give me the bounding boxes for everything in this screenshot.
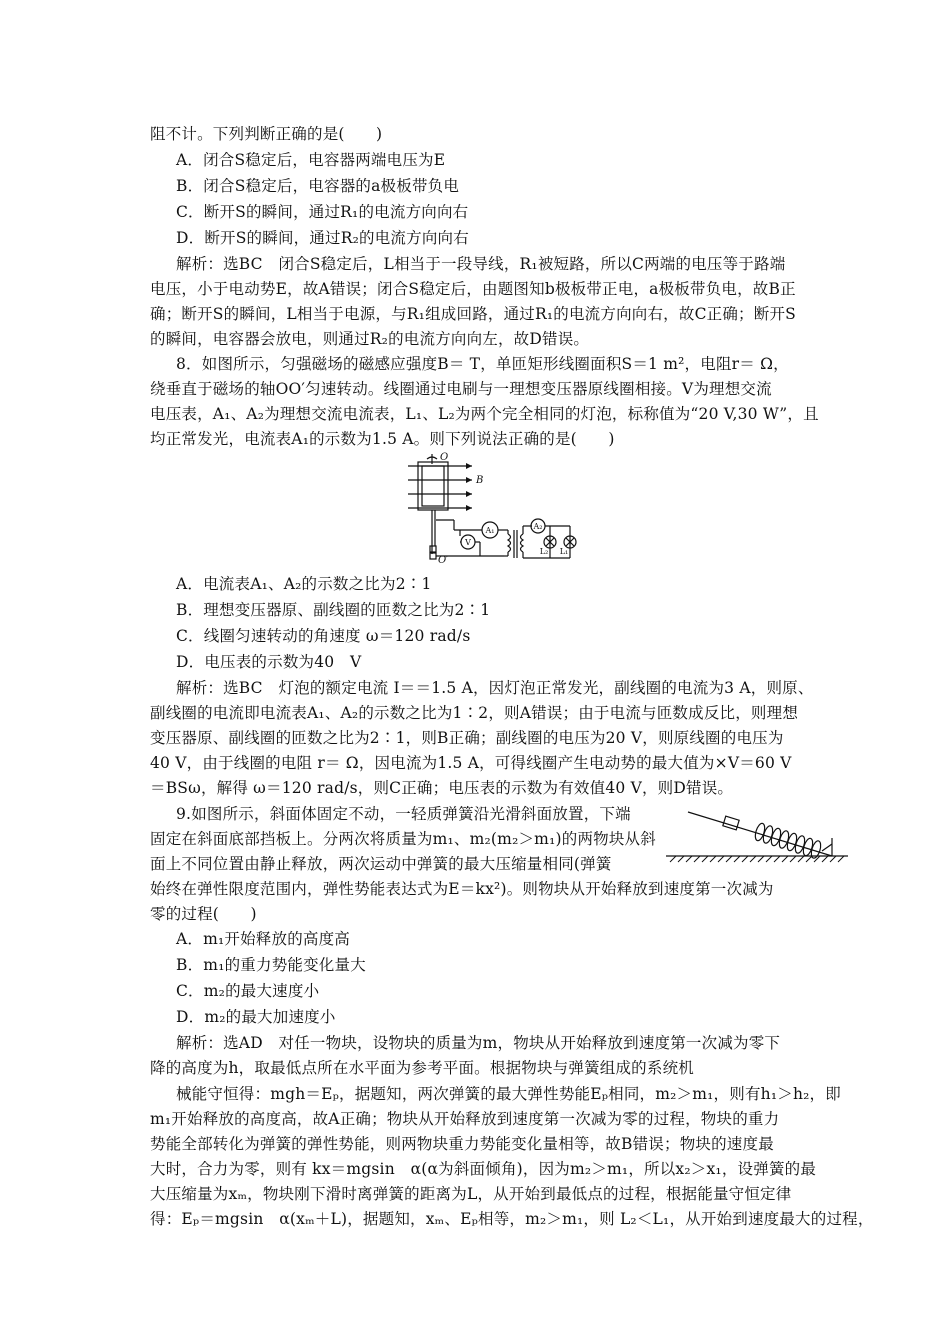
text-line: A．m₁开始释放的高度高 xyxy=(176,930,351,948)
label-o: O xyxy=(440,452,449,463)
text-line: 大压缩量为xₘ，物块刚下滑时离弹簧的距离为L，从开始到最低点的过程，根据能量守恒定律 xyxy=(150,1185,792,1203)
text-line: 得：Eₚ＝mgsin α(xₘ＋L)，据题知，xₘ、Eₚ相等，m₂＞m₁，则 L₂＜L₁，从开始到速度最大的过程， xyxy=(150,1210,874,1228)
text-line: C．线圈匀速转动的角速度 ω＝120 rad/s xyxy=(176,627,471,645)
text-line: 零的过程( ) xyxy=(150,905,257,923)
text-line: m₁开始释放的高度高，故A正确；物块从开始释放到速度第一次减为零的过程，物块的重力 xyxy=(150,1110,780,1128)
text-line: 解析：选BC 灯泡的额定电流 I＝＝1.5 A，因灯泡正常发光，副线圈的电流为3 A，则原、 xyxy=(176,679,814,697)
text-line: 电压表，A₁、A₂为理想交流电流表，L₁、L₂为两个完全相同的灯泡，标称值为“20 V,30 W”，且 xyxy=(150,405,819,423)
text-line: 绕垂直于磁场的轴OO′匀速转动。线圈通过电刷与一理想变压器原线圈相接。V为理想交流 xyxy=(150,380,772,398)
text-line: D．m₂的最大加速度小 xyxy=(176,1008,336,1026)
label-a1: A₁ xyxy=(485,526,495,535)
text-line: C．m₂的最大速度小 xyxy=(176,982,320,1000)
label-a2: A₂ xyxy=(533,522,543,531)
figure-incline-spring xyxy=(662,808,852,866)
label-l1: L₁ xyxy=(559,547,569,556)
label-v: V xyxy=(465,538,471,547)
text-line: B．理想变压器原、副线圈的匝数之比为2∶1 xyxy=(176,601,491,619)
text-line: ＝BSω，解得 ω＝120 rad/s，则C正确；电压表的示数为有效值40 V，则D错误。 xyxy=(150,779,734,797)
label-o-prime: O′ xyxy=(438,555,449,566)
label-l2: L₂ xyxy=(539,547,549,556)
text-line: A．电流表A₁、A₂的示数之比为2∶1 xyxy=(176,575,432,593)
text-line: 解析：选BC 闭合S稳定后，L相当于一段导线，R₁被短路，所以C两端的电压等于路端 xyxy=(176,255,786,273)
text-line: 阻不计。下列判断正确的是( ) xyxy=(150,125,383,143)
text-line: 9.如图所示，斜面体固定不动，一轻质弹簧沿光滑斜面放置，下端 xyxy=(176,805,631,823)
text-line: 8．如图所示，匀强磁场的磁感应强度B＝ T，单匝矩形线圈面积S＝1 m²，电阻r＝ Ω， xyxy=(176,355,789,373)
text-line: D．断开S的瞬间，通过R₂的电流方向向右 xyxy=(176,229,469,247)
text-line: 确；断开S的瞬间，L相当于电源，与R₁组成回路，通过R₁的电流方向向右，故C正确；断开S xyxy=(150,305,796,323)
text-line: B．m₁的重力势能变化量大 xyxy=(176,956,366,974)
text-line: B．闭合S稳定后，电容器的a极板带负电 xyxy=(176,177,460,195)
figure-generator-transformer xyxy=(400,450,580,566)
text-line: A．闭合S稳定后，电容器两端电压为E xyxy=(176,151,446,169)
text-line: 均正常发光，电流表A₁的示数为1.5 A。则下列说法正确的是( ) xyxy=(150,430,615,448)
text-line: 降的高度为h，取最低点所在水平面为参考平面。根据物块与弹簧组成的系统机 xyxy=(150,1059,694,1077)
text-line: D．电压表的示数为40 V xyxy=(176,653,362,671)
text-line: C．断开S的瞬间，通过R₁的电流方向向右 xyxy=(176,203,469,221)
text-line: 面上不同位置由静止释放，两次运动中弹簧的最大压缩量相同(弹簧 xyxy=(150,855,612,873)
text-line: 40 V，由于线圈的电阻 r＝ Ω，因电流为1.5 A，可得线圈产生电动势的最大值为×V＝60 V xyxy=(150,754,792,772)
text-line: 电压，小于电动势E，故A错误；闭合S稳定后，由题图知b极板带正电，a极板带负电，故B正 xyxy=(150,280,796,298)
text-line: 的瞬间，电容器会放电，则通过R₂的电流方向向左，故D错误。 xyxy=(150,330,590,348)
text-line: 解析：选AD 对任一物块，设物块的质量为m，物块从开始释放到速度第一次减为零下 xyxy=(176,1034,781,1052)
label-b: B xyxy=(476,475,484,486)
text-line: 始终在弹性限度范围内，弹性势能表达式为E＝kx²)。则物块从开始释放到速度第一次减为 xyxy=(150,880,774,898)
text-line: 大时，合力为零，则有 kx＝mgsin α(α为斜面倾角)，因为m₂＞m₁，所以x₂＞x₁，设弹簧的最 xyxy=(150,1160,817,1178)
text-line: 势能全部转化为弹簧的弹性势能，则两物块重力势能变化量相等，故B错误；物块的速度最 xyxy=(150,1135,774,1153)
text-line: 固定在斜面底部挡板上。分两次将质量为m₁、m₂(m₂＞m₁)的两物块从斜 xyxy=(150,830,656,848)
text-line: 副线圈的电流即电流表A₁、A₂的示数之比为1∶2，则A错误；由于电流与匝数成反比，则理想 xyxy=(150,704,799,722)
text-line: 变压器原、副线圈的匝数之比为2∶1，则B正确；副线圈的电压为20 V，则原线圈的电压为 xyxy=(150,729,784,747)
text-line: 械能守恒得：mgh＝Eₚ，据题知，两次弹簧的最大弹性势能Eₚ相同，m₂＞m₁，则有h₁＞h₂，即 xyxy=(176,1085,841,1103)
